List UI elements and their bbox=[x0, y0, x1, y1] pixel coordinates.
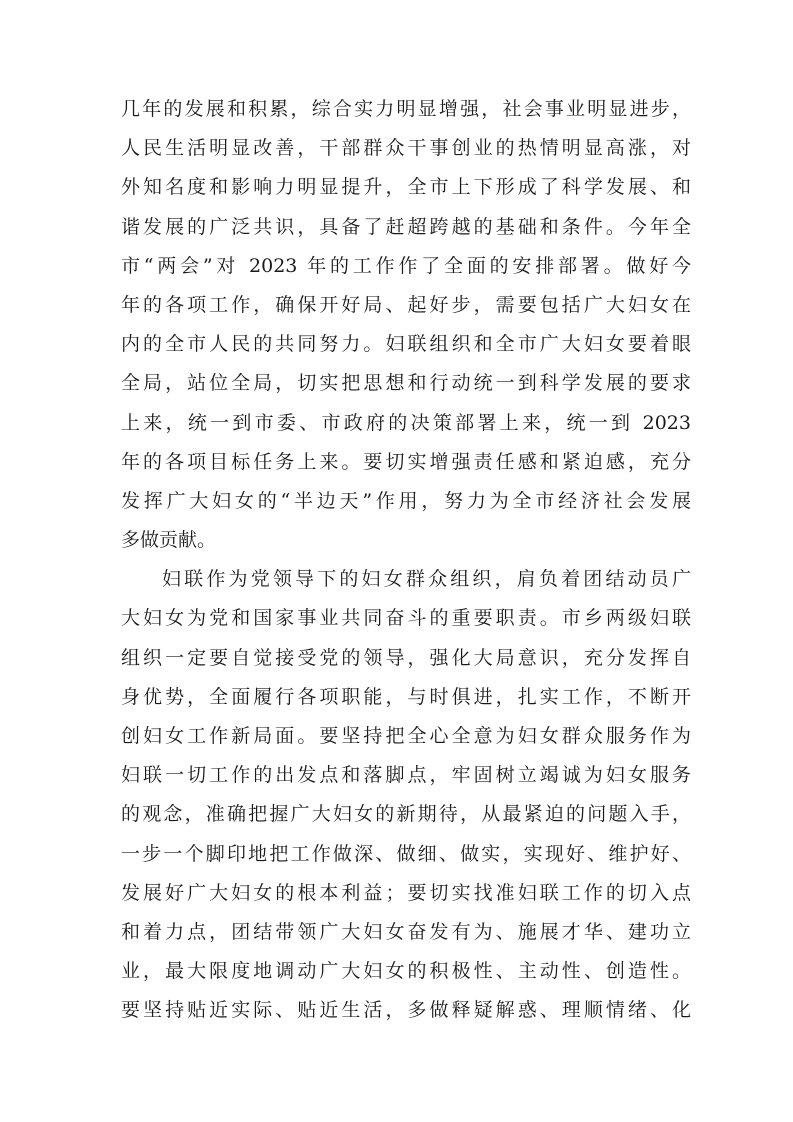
text-line: 要坚持贴近实际、贴近生活，多做释疑解惑、理顺情绪、化 bbox=[121, 999, 691, 1022]
text-line: 年的各项目标任务上来。要切实增强责任感和紧迫感，充分 bbox=[121, 450, 691, 473]
text-line: 全局，站位全局，切实把思想和行动统一到科学发展的要求 bbox=[121, 372, 691, 395]
text-line: 妇联作为党领导下的妇女群众组织，肩负着团结动员广 bbox=[162, 568, 691, 591]
text-line: 身优势，全面履行各项职能，与时俱进，扎实工作，不断开 bbox=[121, 685, 691, 708]
text-line: 的观念，准确把握广大妇女的新期待，从最紧迫的问题入手， bbox=[121, 803, 691, 826]
text-line: 谐发展的广泛共识，具备了赶超跨越的基础和条件。今年全 bbox=[121, 215, 691, 238]
body-text bbox=[121, 90, 691, 1031]
text-line: 发挥广大妇女的“半边天”作用，努力为全市经济社会发展 bbox=[121, 489, 691, 512]
text-line: 外知名度和影响力明显提升，全市上下形成了科学发展、和 bbox=[121, 176, 691, 199]
paragraph bbox=[121, 560, 691, 1030]
text-line: 内的全市人民的共同努力。妇联组织和全市广大妇女要着眼 bbox=[121, 333, 691, 356]
text-line: 年的各项工作，确保开好局、起好步，需要包括广大妇女在 bbox=[121, 293, 691, 316]
text-line: 上来，统一到市委、市政府的决策部署上来，统一到 2023 bbox=[121, 411, 691, 434]
text-line: 市“两会”对 2023 年的工作作了全面的安排部署。做好今 bbox=[121, 254, 691, 277]
text-line: 大妇女为党和国家事业共同奋斗的重要职责。市乡两级妇联 bbox=[121, 607, 691, 630]
text-line: 业，最大限度地调动广大妇女的积极性、主动性、创造性。 bbox=[121, 960, 691, 983]
text-line: 组织一定要自觉接受党的领导，强化大局意识，充分发挥自 bbox=[121, 646, 691, 669]
text-line: 妇联一切工作的出发点和落脚点，牢固树立竭诚为妇女服务 bbox=[121, 764, 691, 787]
paragraph bbox=[121, 90, 691, 560]
text-line: 创妇女工作新局面。要坚持把全心全意为妇女群众服务作为 bbox=[121, 725, 691, 747]
text-line: 和着力点，团结带领广大妇女奋发有为、施展才华、建功立 bbox=[121, 920, 691, 943]
text-line: 人民生活明显改善，干部群众干事创业的热情明显高涨，对 bbox=[121, 137, 691, 160]
text-line: 一步一个脚印地把工作做深、做细、做实，实现好、维护好、 bbox=[121, 842, 691, 865]
text-line: 多做贡献。 bbox=[121, 529, 217, 552]
text-line: 几年的发展和积累，综合实力明显增强，社会事业明显进步， bbox=[121, 98, 691, 120]
text-line: 发展好广大妇女的根本利益；要切实找准妇联工作的切入点 bbox=[121, 881, 691, 904]
